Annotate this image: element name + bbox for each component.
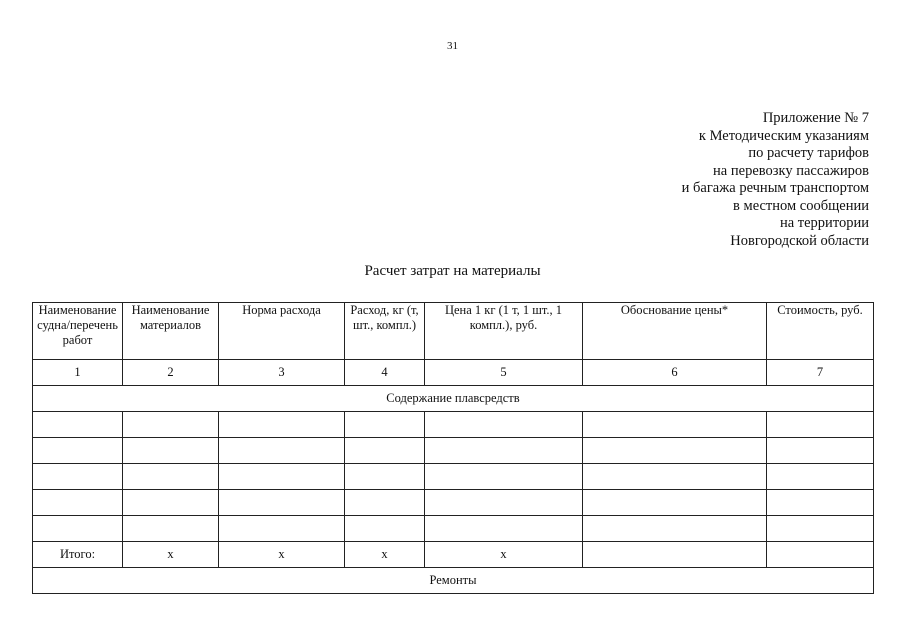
header-cell: Расход, кг (т, шт., компл.) <box>345 303 425 360</box>
table-cell[interactable] <box>219 412 345 438</box>
appendix-line: на территории <box>779 215 869 231</box>
table-cell[interactable] <box>767 516 874 542</box>
table-cell[interactable] <box>123 412 219 438</box>
table-row <box>33 438 874 464</box>
table-cell[interactable] <box>425 438 583 464</box>
total-row <box>33 542 874 568</box>
table-cell[interactable] <box>33 516 123 542</box>
table-cell[interactable] <box>345 412 425 438</box>
column-number: 3 <box>219 360 345 386</box>
table-cell[interactable] <box>583 438 767 464</box>
appendix-line: по расчету тарифов <box>748 145 869 161</box>
table-cell[interactable] <box>425 490 583 516</box>
table-cell[interactable] <box>425 464 583 490</box>
table-cell[interactable] <box>123 464 219 490</box>
table-header-row <box>33 303 874 360</box>
total-cell: х <box>425 542 583 568</box>
table-row <box>33 464 874 490</box>
table-cell[interactable] <box>123 438 219 464</box>
table-cell[interactable] <box>219 490 345 516</box>
table-cell[interactable] <box>345 516 425 542</box>
total-cell[interactable] <box>583 542 767 568</box>
appendix-line: в местном сообщении <box>733 197 869 214</box>
table-cell[interactable] <box>767 438 874 464</box>
header-cell: Норма расхода <box>219 303 345 360</box>
table-cell[interactable] <box>345 438 425 464</box>
column-number: 2 <box>123 360 219 386</box>
materials-cost-table <box>32 302 874 594</box>
table-cell[interactable] <box>33 464 123 490</box>
appendix-line: Приложение № 7 <box>762 110 869 126</box>
total-label: Итого: <box>33 542 123 568</box>
header-cell: Наименование судна/перечень работ <box>33 303 123 360</box>
table-cell[interactable] <box>33 490 123 516</box>
column-number: 5 <box>425 360 583 386</box>
table-cell[interactable] <box>33 438 123 464</box>
table-cell[interactable] <box>767 412 874 438</box>
table-cell[interactable] <box>583 516 767 542</box>
table-cell[interactable] <box>767 490 874 516</box>
total-cell[interactable] <box>767 542 874 568</box>
document-title: Расчет затрат на материалы <box>364 263 541 279</box>
column-number: 4 <box>345 360 425 386</box>
table-cell[interactable] <box>219 464 345 490</box>
table-cell[interactable] <box>345 490 425 516</box>
column-number: 6 <box>583 360 767 386</box>
table-row <box>33 412 874 438</box>
column-number: 7 <box>767 360 874 386</box>
header-cell: Обоснование цены* <box>583 303 767 360</box>
total-cell: х <box>345 542 425 568</box>
appendix-line: к Методическим указаниям <box>698 127 869 144</box>
table-cell[interactable] <box>425 516 583 542</box>
table-cell[interactable] <box>219 438 345 464</box>
table-cell[interactable] <box>219 516 345 542</box>
appendix-line: и багажа речным транспортом <box>681 180 869 196</box>
header-cell: Стоимость, руб. <box>767 303 874 360</box>
column-number: 1 <box>33 360 123 386</box>
header-cell: Наименование материалов <box>123 303 219 360</box>
column-number-row <box>33 360 874 386</box>
section-title: Ремонты <box>33 568 874 594</box>
section-row-repairs <box>33 568 874 594</box>
appendix-line: на перевозку пассажиров <box>713 162 869 179</box>
table-cell[interactable] <box>123 516 219 542</box>
table-cell[interactable] <box>767 464 874 490</box>
header-cell: Цена 1 кг (1 т, 1 шт., 1 компл.), руб. <box>425 303 583 360</box>
table-row <box>33 516 874 542</box>
total-cell: х <box>123 542 219 568</box>
table-cell[interactable] <box>33 412 123 438</box>
table-cell[interactable] <box>345 464 425 490</box>
table-cell[interactable] <box>123 490 219 516</box>
section-title: Содержание плавсредств <box>33 386 874 412</box>
appendix-block <box>682 110 869 250</box>
section-row-maintenance <box>33 386 874 412</box>
total-cell: х <box>219 542 345 568</box>
table-cell[interactable] <box>583 464 767 490</box>
table-cell[interactable] <box>425 412 583 438</box>
page-number: 31 <box>447 40 458 52</box>
appendix-line: Новгородской области <box>730 232 869 249</box>
table-cell[interactable] <box>583 412 767 438</box>
table-cell[interactable] <box>583 490 767 516</box>
table-row <box>33 490 874 516</box>
